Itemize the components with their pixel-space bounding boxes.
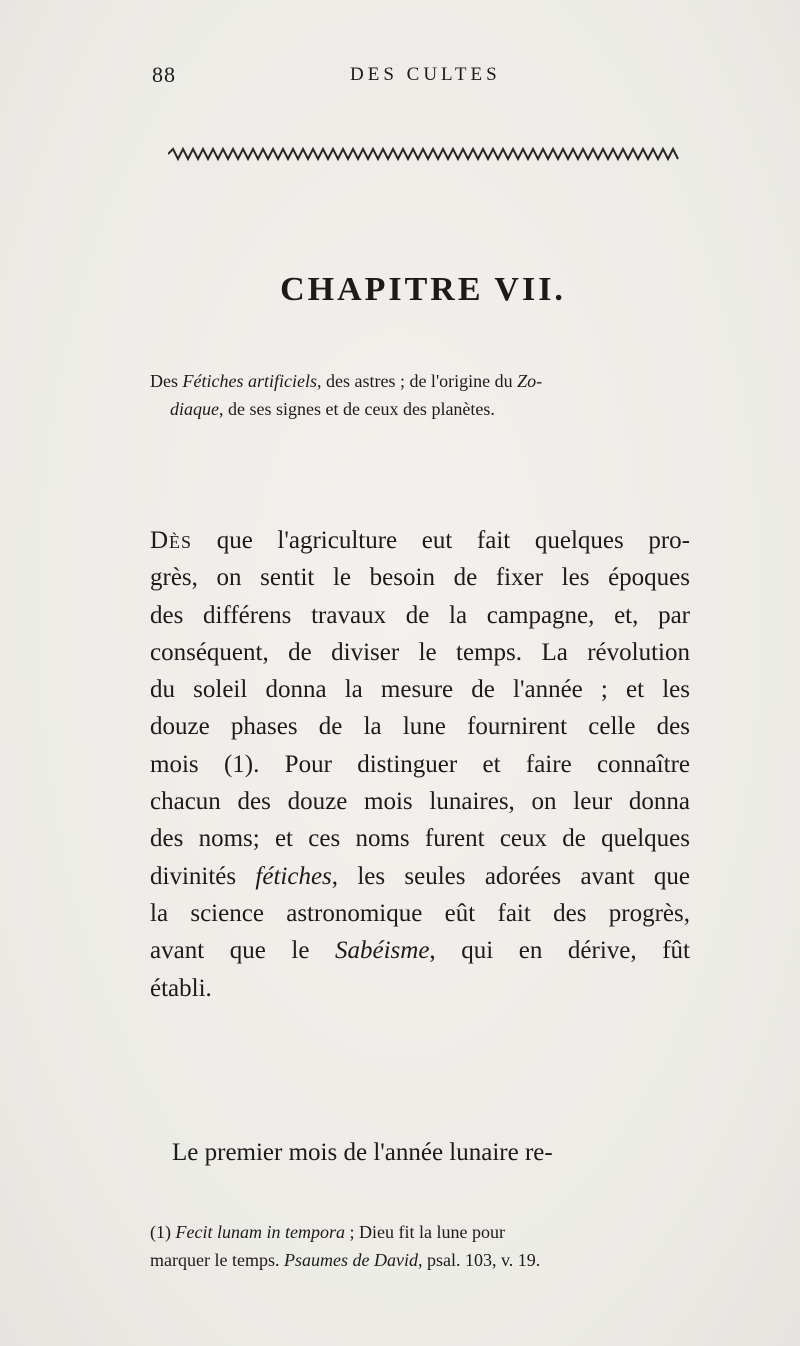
body-line: établi. [150,974,212,1002]
body-line-text: que l'agriculture eut fait quelques pro- [216,527,690,554]
body-line-text: divinités [150,862,256,890]
first-word: Dès [150,527,193,554]
ornament-pattern [168,149,678,159]
summary-text: , de ses signes et de ceux des planètes. [219,399,495,419]
summary-line-2 [150,395,670,423]
next-paragraph: Le premier mois de l'année lunaire re- [172,1139,553,1166]
body-line: la science astronomique eût fait des progrès, [150,899,690,927]
summary-text: , des astres ; de l'origine du [316,371,518,391]
ornamental-rule [168,143,690,165]
body-line: chacun des douze mois lunaires, on leur donna [150,788,690,816]
summary-italic: diaque [170,399,219,419]
summary-italic: Fétiches artificiels [182,371,317,391]
footnote-italic: Fecit lunam in tempora [175,1222,345,1242]
summary-text: Des [150,371,183,391]
body-line-text: avant que le [150,937,335,965]
running-head [0,62,800,92]
footnote-line [150,1218,690,1246]
body-line: mois (1). Pour distinguer et faire connaître [150,750,690,778]
body-line: grès, on sentit le besoin de fixer les époques [150,564,690,592]
body-line: du soleil donna la mesure de l'année ; et les [150,676,690,704]
chapter-summary [150,367,670,423]
body-line: des noms; et ces noms furent ceux de quelques [150,825,690,853]
body-line-text: , qui en dérive, fût [429,937,690,965]
page-number: 88 [152,62,176,87]
body-line [150,932,690,969]
footnote-marker: (1) [150,1222,176,1242]
body-line [150,858,690,895]
footnote-text: , psal. 103, v. 19. [417,1250,541,1270]
running-title: DES CULTES [350,64,501,85]
footnote-text: marquer le temps. [150,1250,284,1270]
body-paragraph [150,522,690,1007]
footnote [150,1218,690,1274]
footnote-text: ; Dieu fit la lune pour [344,1222,505,1242]
footnote-line [150,1246,690,1274]
body-line [150,522,690,559]
footnote-italic: Psaumes de David [283,1250,418,1270]
body-line: douze phases de la lune fournirent celle des [150,713,690,741]
body-italic: Sabéisme [335,937,430,965]
summary-italic: Zo- [517,371,543,391]
chapter-title: CHAPITRE VII. [280,271,566,308]
summary-line-1 [150,367,670,395]
body-line-text: , les seules adorées avant que [331,862,690,890]
body-line: des différens travaux de la campagne, et, par [150,601,690,629]
body-line: conséquent, de diviser le temps. La révolution [150,638,690,666]
body-italic: fétiches [255,862,332,890]
